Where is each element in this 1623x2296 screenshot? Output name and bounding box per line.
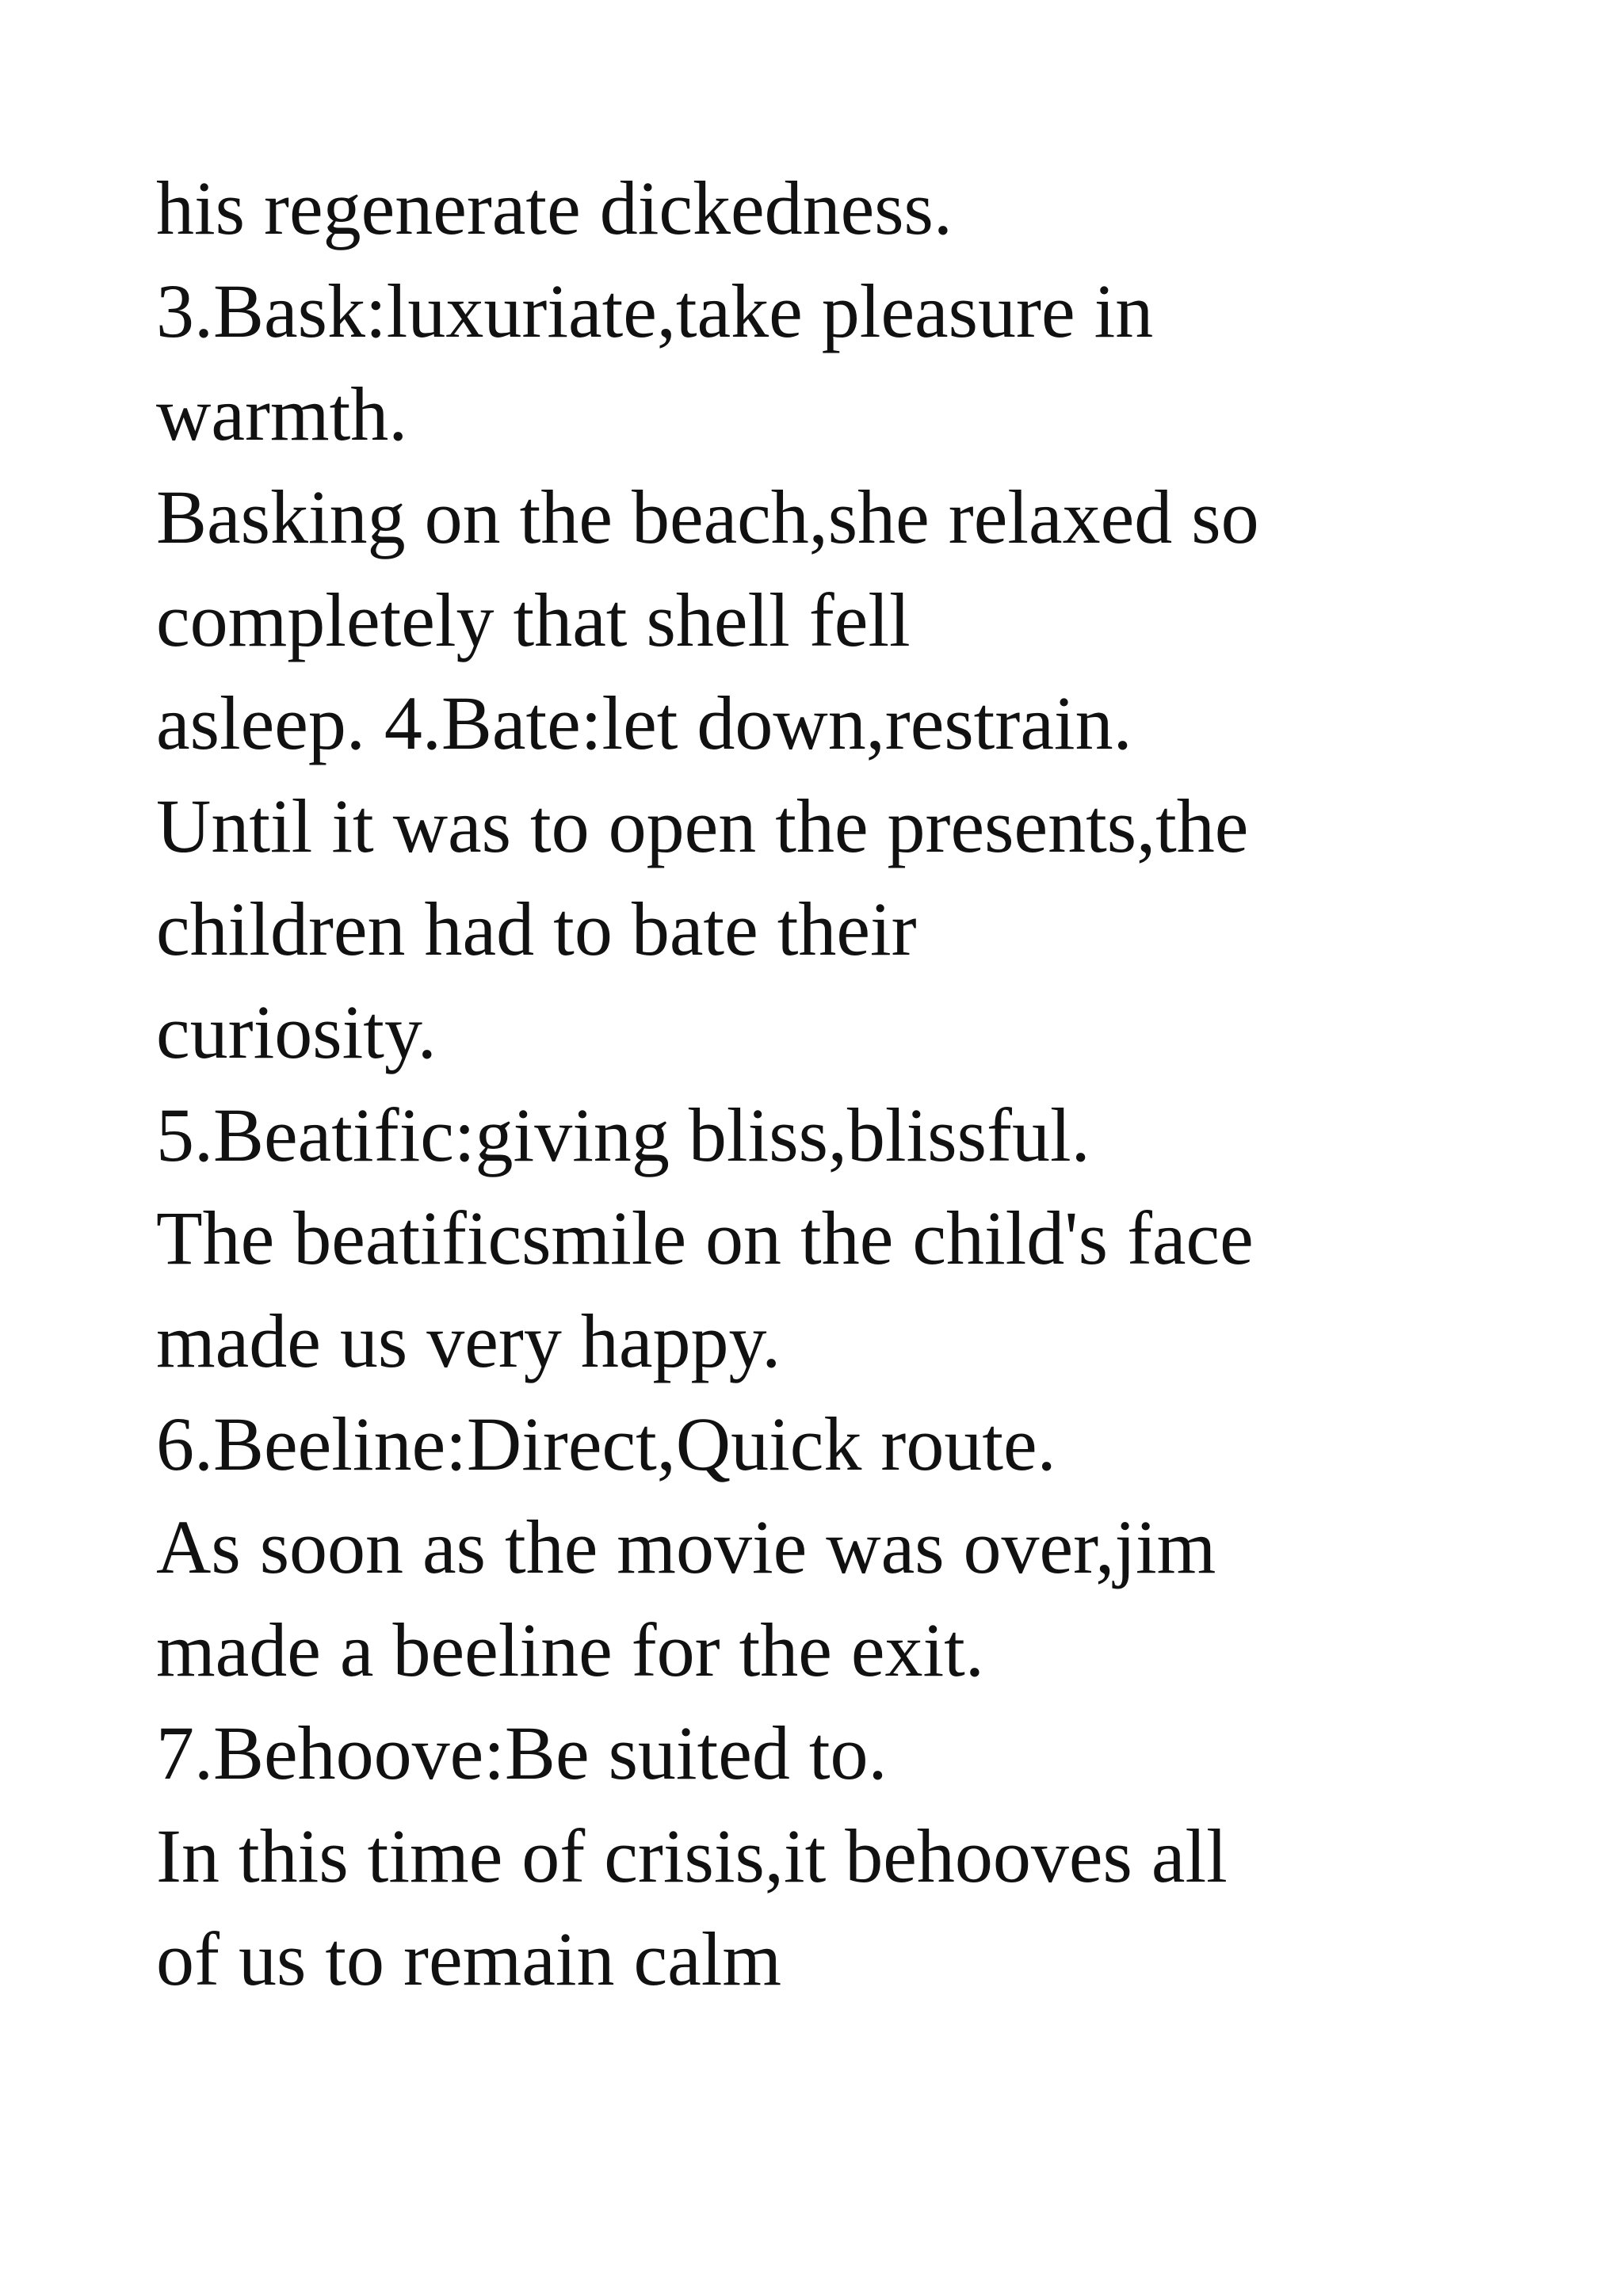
text-line: warmth.	[156, 372, 408, 456]
text-line: curiosity.	[156, 990, 437, 1074]
text-line: asleep. 4.Bate:let down,restrain.	[156, 681, 1132, 765]
text-line: 7.Behoove:Be suited to.	[156, 1711, 888, 1795]
text-line: The beatificsmile on the child's face	[156, 1196, 1254, 1280]
text-line: of us to remain calm	[156, 1917, 782, 2001]
text-line: 3.Bask:luxuriate,take pleasure in	[156, 269, 1154, 353]
text-line: Basking on the beach,she relaxed so	[156, 475, 1259, 559]
text-line: his regenerate dickedness.	[156, 166, 953, 250]
text-line: As soon as the movie was over,jim	[156, 1505, 1216, 1589]
text-line: made us very happy.	[156, 1299, 781, 1383]
text-line: 6.Beeline:Direct,Quick route.	[156, 1402, 1056, 1486]
text-line: Until it was to open the presents,the	[156, 784, 1249, 868]
document-text	[156, 157, 1583, 2011]
text-line: In this time of crisis,it behooves all	[156, 1814, 1228, 1898]
text-line: completely that shell fell	[156, 578, 911, 662]
text-line: 5.Beatific:giving bliss,blissful.	[156, 1093, 1090, 1177]
text-line: made a beeline for the exit.	[156, 1608, 984, 1692]
text-line: children had to bate their	[156, 887, 917, 971]
